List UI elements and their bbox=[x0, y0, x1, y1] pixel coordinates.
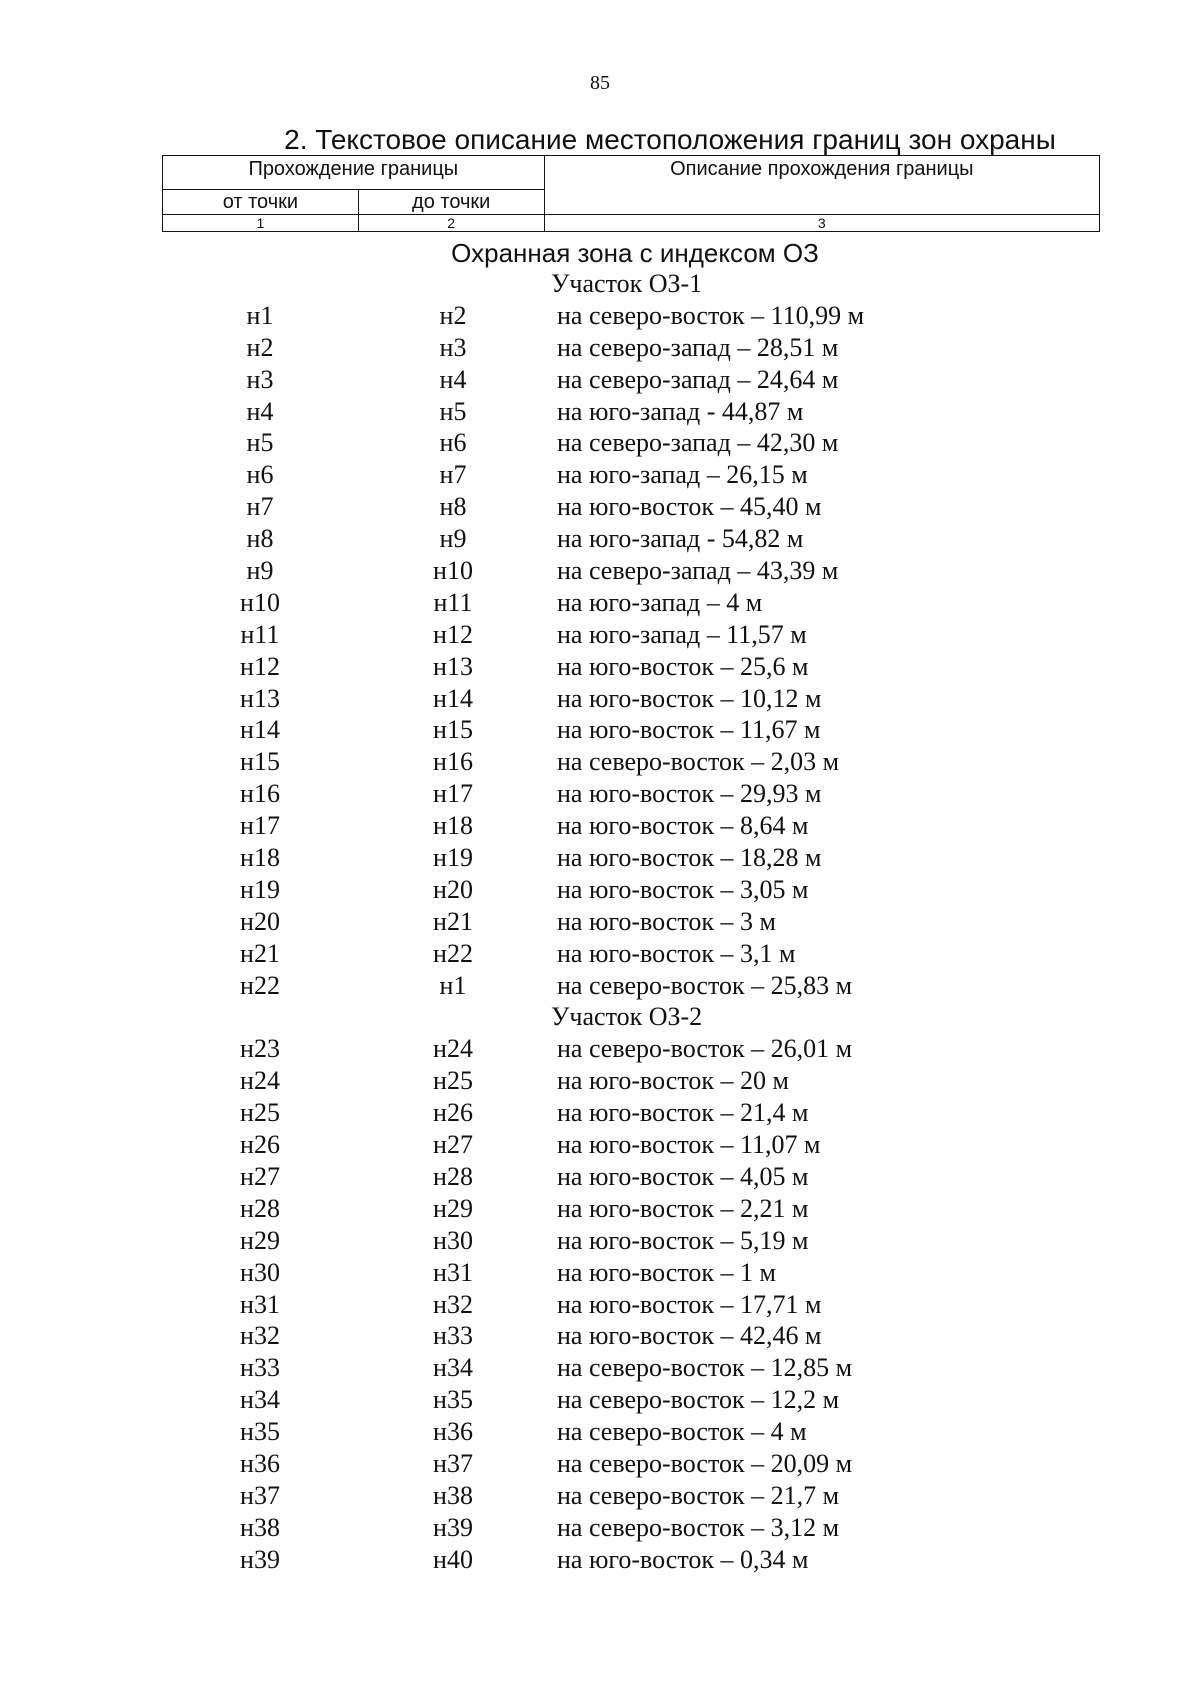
to-point: н27 bbox=[433, 1130, 473, 1160]
to-point: н28 bbox=[433, 1161, 473, 1191]
table-row bbox=[0, 1480, 1200, 1512]
table-row bbox=[0, 1512, 1200, 1544]
table-row bbox=[0, 1065, 1200, 1097]
table-row bbox=[0, 396, 1200, 428]
to-point: н9 bbox=[439, 524, 467, 554]
from-point: н28 bbox=[240, 1193, 280, 1223]
to-point: н18 bbox=[433, 811, 473, 841]
table-row bbox=[0, 906, 1200, 938]
from-point: н8 bbox=[246, 524, 274, 554]
boundary-description: на северо-восток – 110,99 м bbox=[557, 300, 865, 330]
boundary-description: на юго-восток – 29,93 м bbox=[557, 779, 822, 809]
boundary-description: на юго-восток – 8,64 м bbox=[557, 811, 809, 841]
from-point: н6 bbox=[246, 460, 274, 490]
boundary-description: на юго-восток – 3 м bbox=[557, 906, 776, 936]
table-row bbox=[0, 938, 1200, 970]
boundary-description: на северо-восток – 26,01 м bbox=[557, 1034, 853, 1064]
boundary-description: на юго-восток – 0,34 м bbox=[557, 1544, 809, 1574]
table-row bbox=[0, 842, 1200, 874]
table-row bbox=[0, 1129, 1200, 1161]
boundary-description: на юго-восток – 11,07 м bbox=[557, 1130, 821, 1160]
boundary-description: на юго-восток – 18,28 м bbox=[557, 843, 822, 873]
to-point: н6 bbox=[439, 428, 467, 458]
table-row bbox=[0, 332, 1200, 364]
from-point: н30 bbox=[240, 1257, 280, 1287]
column-number: 2 bbox=[358, 215, 544, 232]
from-point: н16 bbox=[240, 779, 280, 809]
to-point: н26 bbox=[433, 1098, 473, 1128]
from-point: н32 bbox=[240, 1321, 280, 1351]
boundary-description: на юго-восток – 21,4 м bbox=[557, 1098, 809, 1128]
boundary-description: на северо-восток – 25,83 м bbox=[557, 970, 853, 1000]
boundary-rows bbox=[0, 268, 1200, 1576]
from-point: н7 bbox=[246, 492, 274, 522]
table-row bbox=[0, 1352, 1200, 1384]
to-point: н40 bbox=[433, 1544, 473, 1574]
from-point: н4 bbox=[246, 396, 274, 426]
from-point: н22 bbox=[240, 970, 280, 1000]
section-title: Участок ОЗ-1 bbox=[551, 269, 703, 298]
to-point: н16 bbox=[433, 747, 473, 777]
from-point: н25 bbox=[240, 1098, 280, 1128]
from-point: н14 bbox=[240, 715, 280, 745]
section-title: Участок ОЗ-2 bbox=[551, 1002, 703, 1032]
header-to-point: до точки bbox=[358, 190, 544, 215]
from-point: н11 bbox=[240, 619, 280, 649]
to-point: н34 bbox=[433, 1353, 473, 1383]
boundary-description: на юго-восток – 20 м bbox=[557, 1066, 789, 1096]
boundary-description: на северо-восток – 20,09 м bbox=[557, 1448, 853, 1478]
to-point: н37 bbox=[433, 1448, 473, 1478]
table-row bbox=[0, 1033, 1200, 1065]
from-point: н33 bbox=[240, 1353, 280, 1383]
boundary-description: на северо-запад – 24,64 м bbox=[557, 364, 839, 394]
table-row bbox=[0, 1289, 1200, 1321]
boundary-description: на юго-запад - 54,82 м bbox=[557, 524, 804, 554]
from-point: н19 bbox=[240, 874, 280, 904]
to-point: н15 bbox=[433, 715, 473, 745]
table-row bbox=[0, 1416, 1200, 1448]
header-boundary-description: Описание прохождения границы bbox=[544, 156, 1099, 215]
boundary-description: на северо-восток – 4 м bbox=[557, 1417, 807, 1447]
section-heading bbox=[0, 1001, 1200, 1033]
table-row bbox=[0, 300, 1200, 332]
section-heading bbox=[0, 268, 1200, 300]
boundary-description: на северо-восток – 12,2 м bbox=[557, 1385, 840, 1415]
boundary-description: на северо-восток – 2,03 м bbox=[557, 747, 840, 777]
from-point: н12 bbox=[240, 651, 280, 681]
table-row bbox=[0, 427, 1200, 459]
to-point: н1 bbox=[439, 970, 467, 1000]
to-point: н20 bbox=[433, 874, 473, 904]
from-point: н1 bbox=[246, 300, 274, 330]
boundary-description: на юго-запад – 26,15 м bbox=[557, 460, 808, 490]
from-point: н24 bbox=[240, 1066, 280, 1096]
boundary-description: на северо-запад – 42,30 м bbox=[557, 428, 839, 458]
boundary-description: на юго-восток – 11,67 м bbox=[557, 715, 821, 745]
from-point: н20 bbox=[240, 906, 280, 936]
to-point: н5 bbox=[439, 396, 467, 426]
to-point: н38 bbox=[433, 1480, 473, 1510]
table-row bbox=[0, 810, 1200, 842]
table-row bbox=[0, 683, 1200, 715]
table-row bbox=[0, 1193, 1200, 1225]
table-row bbox=[0, 1257, 1200, 1289]
boundary-description: на юго-восток – 1 м bbox=[557, 1257, 776, 1287]
to-point: н14 bbox=[433, 683, 473, 713]
to-point: н3 bbox=[439, 332, 467, 362]
from-point: н3 bbox=[246, 364, 274, 394]
from-point: н29 bbox=[240, 1225, 280, 1255]
to-point: н39 bbox=[433, 1512, 473, 1542]
boundary-description: на юго-запад – 4 м bbox=[557, 587, 763, 617]
to-point: н29 bbox=[433, 1193, 473, 1223]
table-row bbox=[0, 1544, 1200, 1576]
to-point: н2 bbox=[439, 300, 467, 330]
boundary-description: на северо-запад – 28,51 м bbox=[557, 332, 839, 362]
to-point: н30 bbox=[433, 1225, 473, 1255]
to-point: н24 bbox=[433, 1034, 473, 1064]
to-point: н13 bbox=[433, 651, 473, 681]
column-number: 1 bbox=[163, 215, 359, 232]
from-point: н10 bbox=[240, 587, 280, 617]
from-point: н5 bbox=[246, 428, 274, 458]
to-point: н19 bbox=[433, 843, 473, 873]
to-point: н32 bbox=[433, 1289, 473, 1319]
zone-title: Охранная зона с индексом ОЗ bbox=[451, 238, 819, 268]
to-point: н36 bbox=[433, 1417, 473, 1447]
table-row bbox=[0, 1097, 1200, 1129]
to-point: н25 bbox=[433, 1066, 473, 1096]
from-point: н39 bbox=[240, 1544, 280, 1574]
table-row bbox=[0, 555, 1200, 587]
header-boundary-passage: Прохождение границы bbox=[163, 156, 545, 190]
from-point: н35 bbox=[240, 1417, 280, 1447]
table-row bbox=[0, 1225, 1200, 1257]
table-row bbox=[0, 970, 1200, 1002]
boundary-description: на северо-восток – 21,7 м bbox=[557, 1480, 840, 1510]
boundary-description: на юго-запад - 44,87 м bbox=[557, 396, 804, 426]
to-point: н10 bbox=[433, 556, 473, 586]
table-row bbox=[0, 874, 1200, 906]
from-point: н31 bbox=[240, 1289, 280, 1319]
boundary-description: на юго-восток – 17,71 м bbox=[557, 1289, 822, 1319]
boundary-description: на юго-восток – 5,19 м bbox=[557, 1225, 809, 1255]
header-from-point: от точки bbox=[163, 190, 359, 215]
from-point: н37 bbox=[240, 1480, 280, 1510]
boundary-description: на северо-восток – 3,12 м bbox=[557, 1512, 840, 1542]
table-row bbox=[0, 619, 1200, 651]
to-point: н33 bbox=[433, 1321, 473, 1351]
boundary-description: на северо-запад – 43,39 м bbox=[557, 556, 839, 586]
page-number: 85 bbox=[590, 72, 610, 94]
from-point: н13 bbox=[240, 683, 280, 713]
boundary-description: на юго-восток – 10,12 м bbox=[557, 683, 822, 713]
from-point: н17 bbox=[240, 811, 280, 841]
from-point: н36 bbox=[240, 1448, 280, 1478]
table-row bbox=[0, 1320, 1200, 1352]
table-row bbox=[0, 746, 1200, 778]
table-row bbox=[0, 778, 1200, 810]
to-point: н21 bbox=[433, 906, 473, 936]
from-point: н23 bbox=[240, 1034, 280, 1064]
boundary-description: на юго-восток – 42,46 м bbox=[557, 1321, 822, 1351]
table-row bbox=[0, 523, 1200, 555]
table-row bbox=[0, 714, 1200, 746]
boundary-description: на юго-восток – 25,6 м bbox=[557, 651, 809, 681]
from-point: н27 bbox=[240, 1161, 280, 1191]
to-point: н7 bbox=[439, 460, 467, 490]
table-row bbox=[0, 1448, 1200, 1480]
boundary-description: на юго-восток – 3,05 м bbox=[557, 874, 809, 904]
boundary-description: на юго-запад – 11,57 м bbox=[557, 619, 807, 649]
table-row bbox=[0, 1384, 1200, 1416]
boundary-description: на юго-восток – 45,40 м bbox=[557, 492, 822, 522]
column-number: 3 bbox=[544, 215, 1099, 232]
to-point: н35 bbox=[433, 1385, 473, 1415]
to-point: н8 bbox=[439, 492, 467, 522]
boundary-description: на юго-восток – 3,1 м bbox=[557, 938, 796, 968]
boundary-description: на юго-восток – 2,21 м bbox=[557, 1193, 809, 1223]
boundary-description: на юго-восток – 4,05 м bbox=[557, 1161, 809, 1191]
table-row bbox=[0, 587, 1200, 619]
from-point: н15 bbox=[240, 747, 280, 777]
table-header bbox=[162, 155, 1100, 232]
to-point: н17 bbox=[433, 779, 473, 809]
to-point: н12 bbox=[433, 619, 473, 649]
table-row bbox=[0, 491, 1200, 523]
document-title: 2. Текстовое описание местоположения границ зон охраны bbox=[284, 124, 1056, 155]
boundary-description: на северо-восток – 12,85 м bbox=[557, 1353, 853, 1383]
from-point: н21 bbox=[240, 938, 280, 968]
from-point: н34 bbox=[240, 1385, 280, 1415]
from-point: н18 bbox=[240, 843, 280, 873]
to-point: н31 bbox=[433, 1257, 473, 1287]
from-point: н26 bbox=[240, 1130, 280, 1160]
to-point: н4 bbox=[439, 364, 467, 394]
to-point: н11 bbox=[433, 587, 473, 617]
table-row bbox=[0, 459, 1200, 491]
from-point: н2 bbox=[246, 332, 274, 362]
table-row bbox=[0, 651, 1200, 683]
table-row bbox=[0, 364, 1200, 396]
table-row bbox=[0, 1161, 1200, 1193]
to-point: н22 bbox=[433, 938, 473, 968]
from-point: н9 bbox=[246, 556, 274, 586]
from-point: н38 bbox=[240, 1512, 280, 1542]
